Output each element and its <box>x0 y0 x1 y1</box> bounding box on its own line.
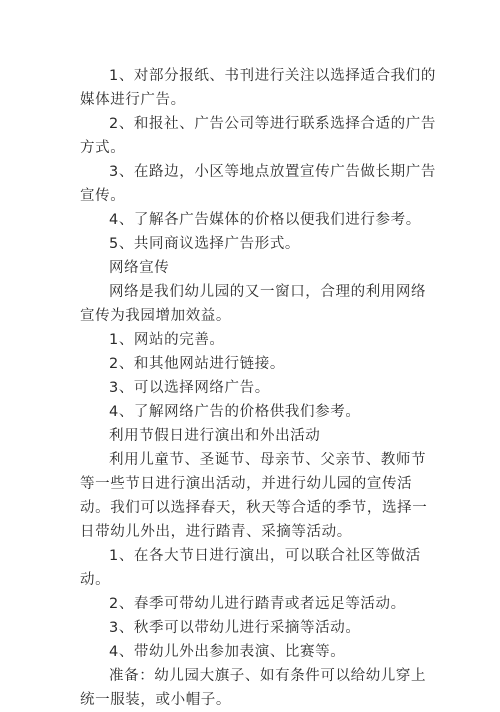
list-item: 5、共同商议选择广告形式。 <box>109 236 301 252</box>
list-item: 3、在路边，小区等地点放置宣传广告做长期广告宣传。 <box>80 164 436 204</box>
body-paragraph: 准备：幼儿园大旗子、如有条件可以给幼儿穿上统一服装，或小帽子。 <box>80 668 427 708</box>
list-item: 4、了解各广告媒体的价格以便我们进行参考。 <box>109 212 421 228</box>
body-paragraph: 网络是我们幼儿园的又一窗口，合理的利用网络宣传为我园增加效益。 <box>80 284 427 324</box>
body-paragraph: 利用儿童节、圣诞节、母亲节、父亲节、教师节等一些节日进行演出活动，并进行幼儿园的宣传活动。我们可以选择春天，秋天等合适的季节，选择一日带幼儿外出，进行踏青、采摘等活动。 <box>80 452 428 540</box>
section-heading: 网络宣传 <box>109 260 170 276</box>
list-item: 1、网站的完善。 <box>109 332 225 348</box>
document-body <box>80 64 440 712</box>
list-item: 1、对部分报纸、书刊进行关注以选择适合我们的媒体进行广告。 <box>80 68 436 108</box>
list-item: 3、可以选择网络广告。 <box>109 380 270 396</box>
section-heading: 利用节假日进行演出和外出活动 <box>109 428 321 444</box>
list-item: 3、秋季可以带幼儿进行采摘等活动。 <box>109 620 361 636</box>
list-item: 2、和报社、广告公司等进行联系选择合适的广告方式。 <box>80 116 436 156</box>
list-item: 2、春季可带幼儿进行踏青或者远足等活动。 <box>109 596 406 612</box>
list-item: 4、了解网络广告的价格供我们参考。 <box>109 404 361 420</box>
list-item: 4、带幼儿外出参加表演、比赛等。 <box>109 644 346 660</box>
list-item: 2、和其他网站进行链接。 <box>109 356 285 372</box>
list-item: 1、在各大节日进行演出，可以联合社区等做活动。 <box>80 548 421 588</box>
